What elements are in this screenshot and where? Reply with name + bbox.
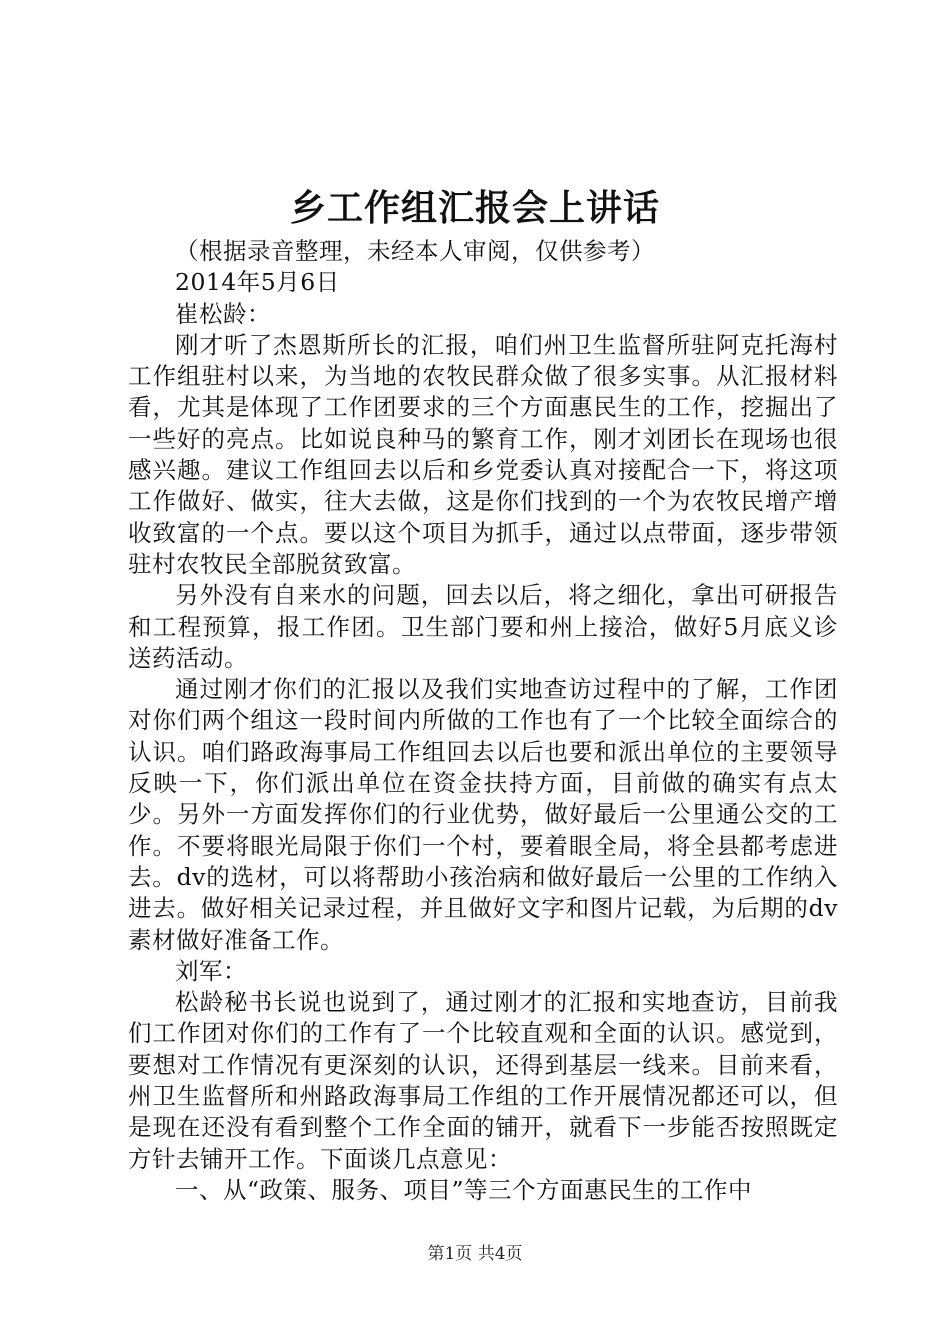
speaker-label: 刘军： (175, 956, 247, 985)
body-paragraph: 松龄秘书长说也说到了，通过刚才的汇报和实地查访，目前我们工作团对你们的工作有了一个比较直观和全面的认识。感觉到，要想对工作情况有更深刻的认识，还得到基层一线来。目前来看，州卫生监督所和州路政海事局工作组的工作开展情况都还可以，但是现在还没有看到整个工作全面的铺开，就看下一步能否按照既定方针去铺开工作。下面谈几点意见： (128, 988, 838, 1173)
body-paragraph: 刚才听了杰恩斯所长的汇报，咱们州卫生监督所驻阿克托海村工作组驻村以来，为当地的农牧民群众做了很多实事。从汇报材料看，尤其是体现了工作团要求的三个方面惠民生的工作，挖掘出了一些好的亮点。比如说良种马的繁育工作，刚才刘团长在现场也很感兴趣。建议工作组回去以后和乡党委认真对接配合一下，将这项工作做好、做实，往大去做，这是你们找到的一个为农牧民增产增收致富的一个点。要以这个项目为抓手，通过以点带面，逐步带领驻村农牧民全部脱贫致富。 (128, 330, 838, 578)
speech-date: 2014年5月6日 (175, 268, 340, 297)
body-paragraph: 另外没有自来水的问题，回去以后，将之细化，拿出可研报告和工程预算，报工作团。卫生部门要和州上接洽，做好5月底义诊送药活动。 (128, 581, 838, 672)
transcript-note: （根据录音整理，未经本人审阅，仅供参考） (175, 237, 655, 265)
page-footer: 第1页 共4页 (427, 1244, 523, 1264)
body-paragraph: 通过刚才你们的汇报以及我们实地查访过程中的了解，工作团对你们两个组这一段时间内所做的工作也有了一个比较全面综合的认识。咱们路政海事局工作组回去以后也要和派出单位的主要领导反映一下，你们派出单位在资金扶持方面，目前做的确实有点太少。另外一方面发挥你们的行业优势，做好最后一公里通公交的工作。不要将眼光局限于你们一个村，要着眼全局，将全县都考虑进去。dv的选材，可以将帮助小孩治病和做好最后一公里的工作纳入进去。做好相关记录过程，并且做好文字和图片记载，为后期的dv素材做好准备工作。 (128, 675, 838, 954)
document-body (128, 236, 838, 1206)
body-paragraph: 一、从“政策、服务、项目”等三个方面惠民生的工作中 (175, 1175, 753, 1204)
document-title: 乡工作组汇报会上讲话 (289, 187, 660, 229)
speaker-label: 崔松龄： (175, 299, 271, 328)
